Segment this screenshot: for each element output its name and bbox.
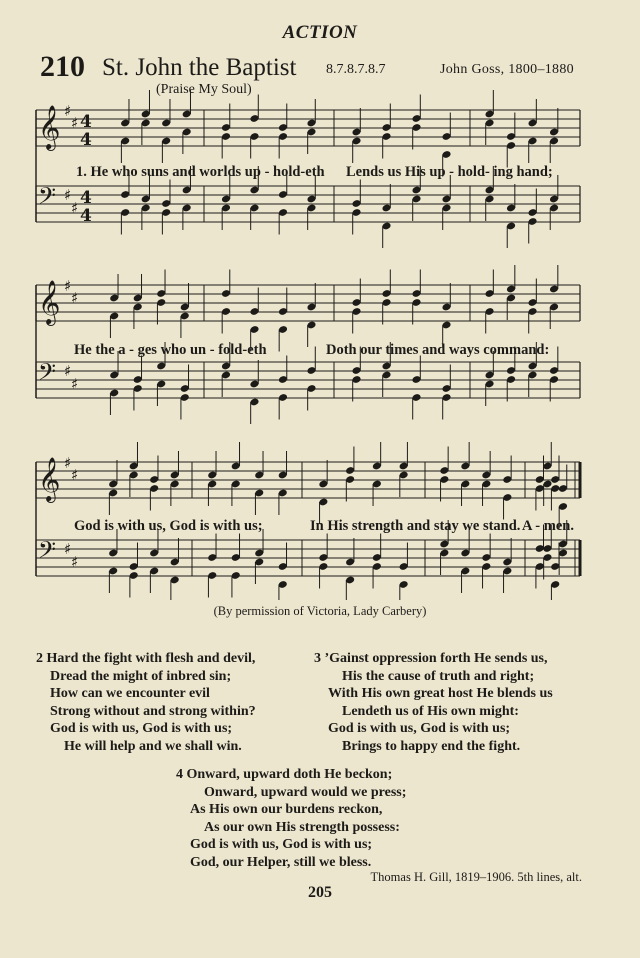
stanza-3-line-5: God is with us, God is with us;	[328, 721, 511, 737]
stanza-2-line-3: How can we encounter evil	[50, 686, 210, 702]
stanza-2-line-5: God is with us, God is with us;	[50, 721, 233, 737]
stanza-3-line-1: ’Gainst oppression forth He sends us,	[324, 651, 548, 666]
stanza-2	[36, 650, 256, 756]
time-signature-bottom: 4	[80, 206, 92, 226]
author-credit: Thomas H. Gill, 1819–1906. 5th lines, alt.	[370, 870, 582, 884]
sharp-icon: ♯	[64, 362, 72, 380]
sharp-icon: ♯	[71, 199, 79, 217]
lyric-3b: In His strength and stay we stand.	[310, 518, 521, 534]
composer: John Goss, 1800–1880	[440, 62, 574, 77]
stanza-3-number: 3	[314, 651, 321, 666]
hymn-number: 210	[40, 50, 85, 83]
treble-clef-icon: 𝄞	[38, 457, 61, 501]
lyric-2a: He the a - ges who un - fold-eth	[74, 342, 267, 358]
sharp-icon: ♯	[71, 375, 79, 393]
treble-clef-icon: 𝄞	[38, 280, 61, 324]
lyric-2b: Doth our times and ways command:	[326, 342, 550, 358]
lyric-3c: A - men.	[522, 518, 574, 534]
lyric-1a: 1. He who suns and worlds up - hold-eth	[76, 164, 325, 180]
stanza-2-line-4: Strong without and strong within?	[50, 703, 256, 719]
stanza-4-line-5: God is with us, God is with us;	[190, 837, 373, 853]
stanza-4-line-6: God, our Helper, still we bless.	[190, 854, 372, 870]
page-number: 205	[308, 884, 332, 901]
stanza-3-line-2: His the cause of truth and right;	[342, 668, 535, 684]
bass-clef-icon: 𝄢	[38, 182, 57, 215]
sharp-icon: ♯	[71, 289, 79, 307]
tune-name: St. John the Baptist	[102, 54, 297, 81]
sharp-icon: ♯	[71, 553, 79, 571]
permission-note: (By permission of Victoria, Lady Carbery)	[213, 604, 427, 618]
sharp-icon: ♯	[64, 540, 72, 558]
sharp-icon: ♯	[71, 466, 79, 484]
stanza-2-line-1: Hard the fight with flesh and devil,	[46, 651, 256, 666]
stanza-4-line-3: As His own our burdens reckon,	[190, 802, 383, 818]
stanza-4-line-2: Onward, upward would we press;	[204, 784, 407, 800]
time-signature-top: 4	[80, 188, 92, 208]
alternate-title: (Praise My Soul)	[156, 82, 252, 97]
bass-clef-icon: 𝄢	[38, 536, 57, 569]
sharp-icon: ♯	[64, 186, 72, 204]
sharp-icon: ♯	[64, 454, 72, 472]
stanza-3-line-3: With His own great host He blends us	[328, 686, 553, 702]
section-heading: ACTION	[282, 22, 358, 43]
sharp-icon: ♯	[64, 277, 72, 295]
stanza-4-line-1: Onward, upward doth He beckon;	[186, 767, 393, 782]
lyric-3a: God is with us, God is with us;	[74, 518, 263, 534]
lyric-1b: Lends us His up - hold- ing hand;	[346, 164, 553, 180]
time-signature-top: 4	[80, 112, 92, 132]
stanza-4-line-4: As our own His strength possess:	[204, 819, 400, 835]
stanza-3-line-4: Lendeth us of His own might:	[342, 703, 519, 719]
stanza-3	[314, 650, 553, 756]
treble-clef-icon: 𝄞	[38, 105, 61, 149]
bass-clef-icon: 𝄢	[38, 358, 57, 391]
time-signature-bottom: 4	[80, 130, 92, 150]
stanza-4	[176, 766, 406, 872]
meter: 8.7.8.7.8.7	[326, 62, 386, 77]
stanza-2-line-6: He will help and we shall win.	[64, 738, 242, 754]
stanza-4-number: 4	[176, 767, 183, 782]
sharp-icon: ♯	[71, 114, 79, 132]
stanza-2-number: 2	[36, 651, 43, 666]
sharp-icon: ♯	[64, 102, 72, 120]
stanza-3-line-6: Brings to happy end the fight.	[342, 738, 521, 754]
stanza-2-line-2: Dread the might of inbred sin;	[50, 668, 232, 684]
